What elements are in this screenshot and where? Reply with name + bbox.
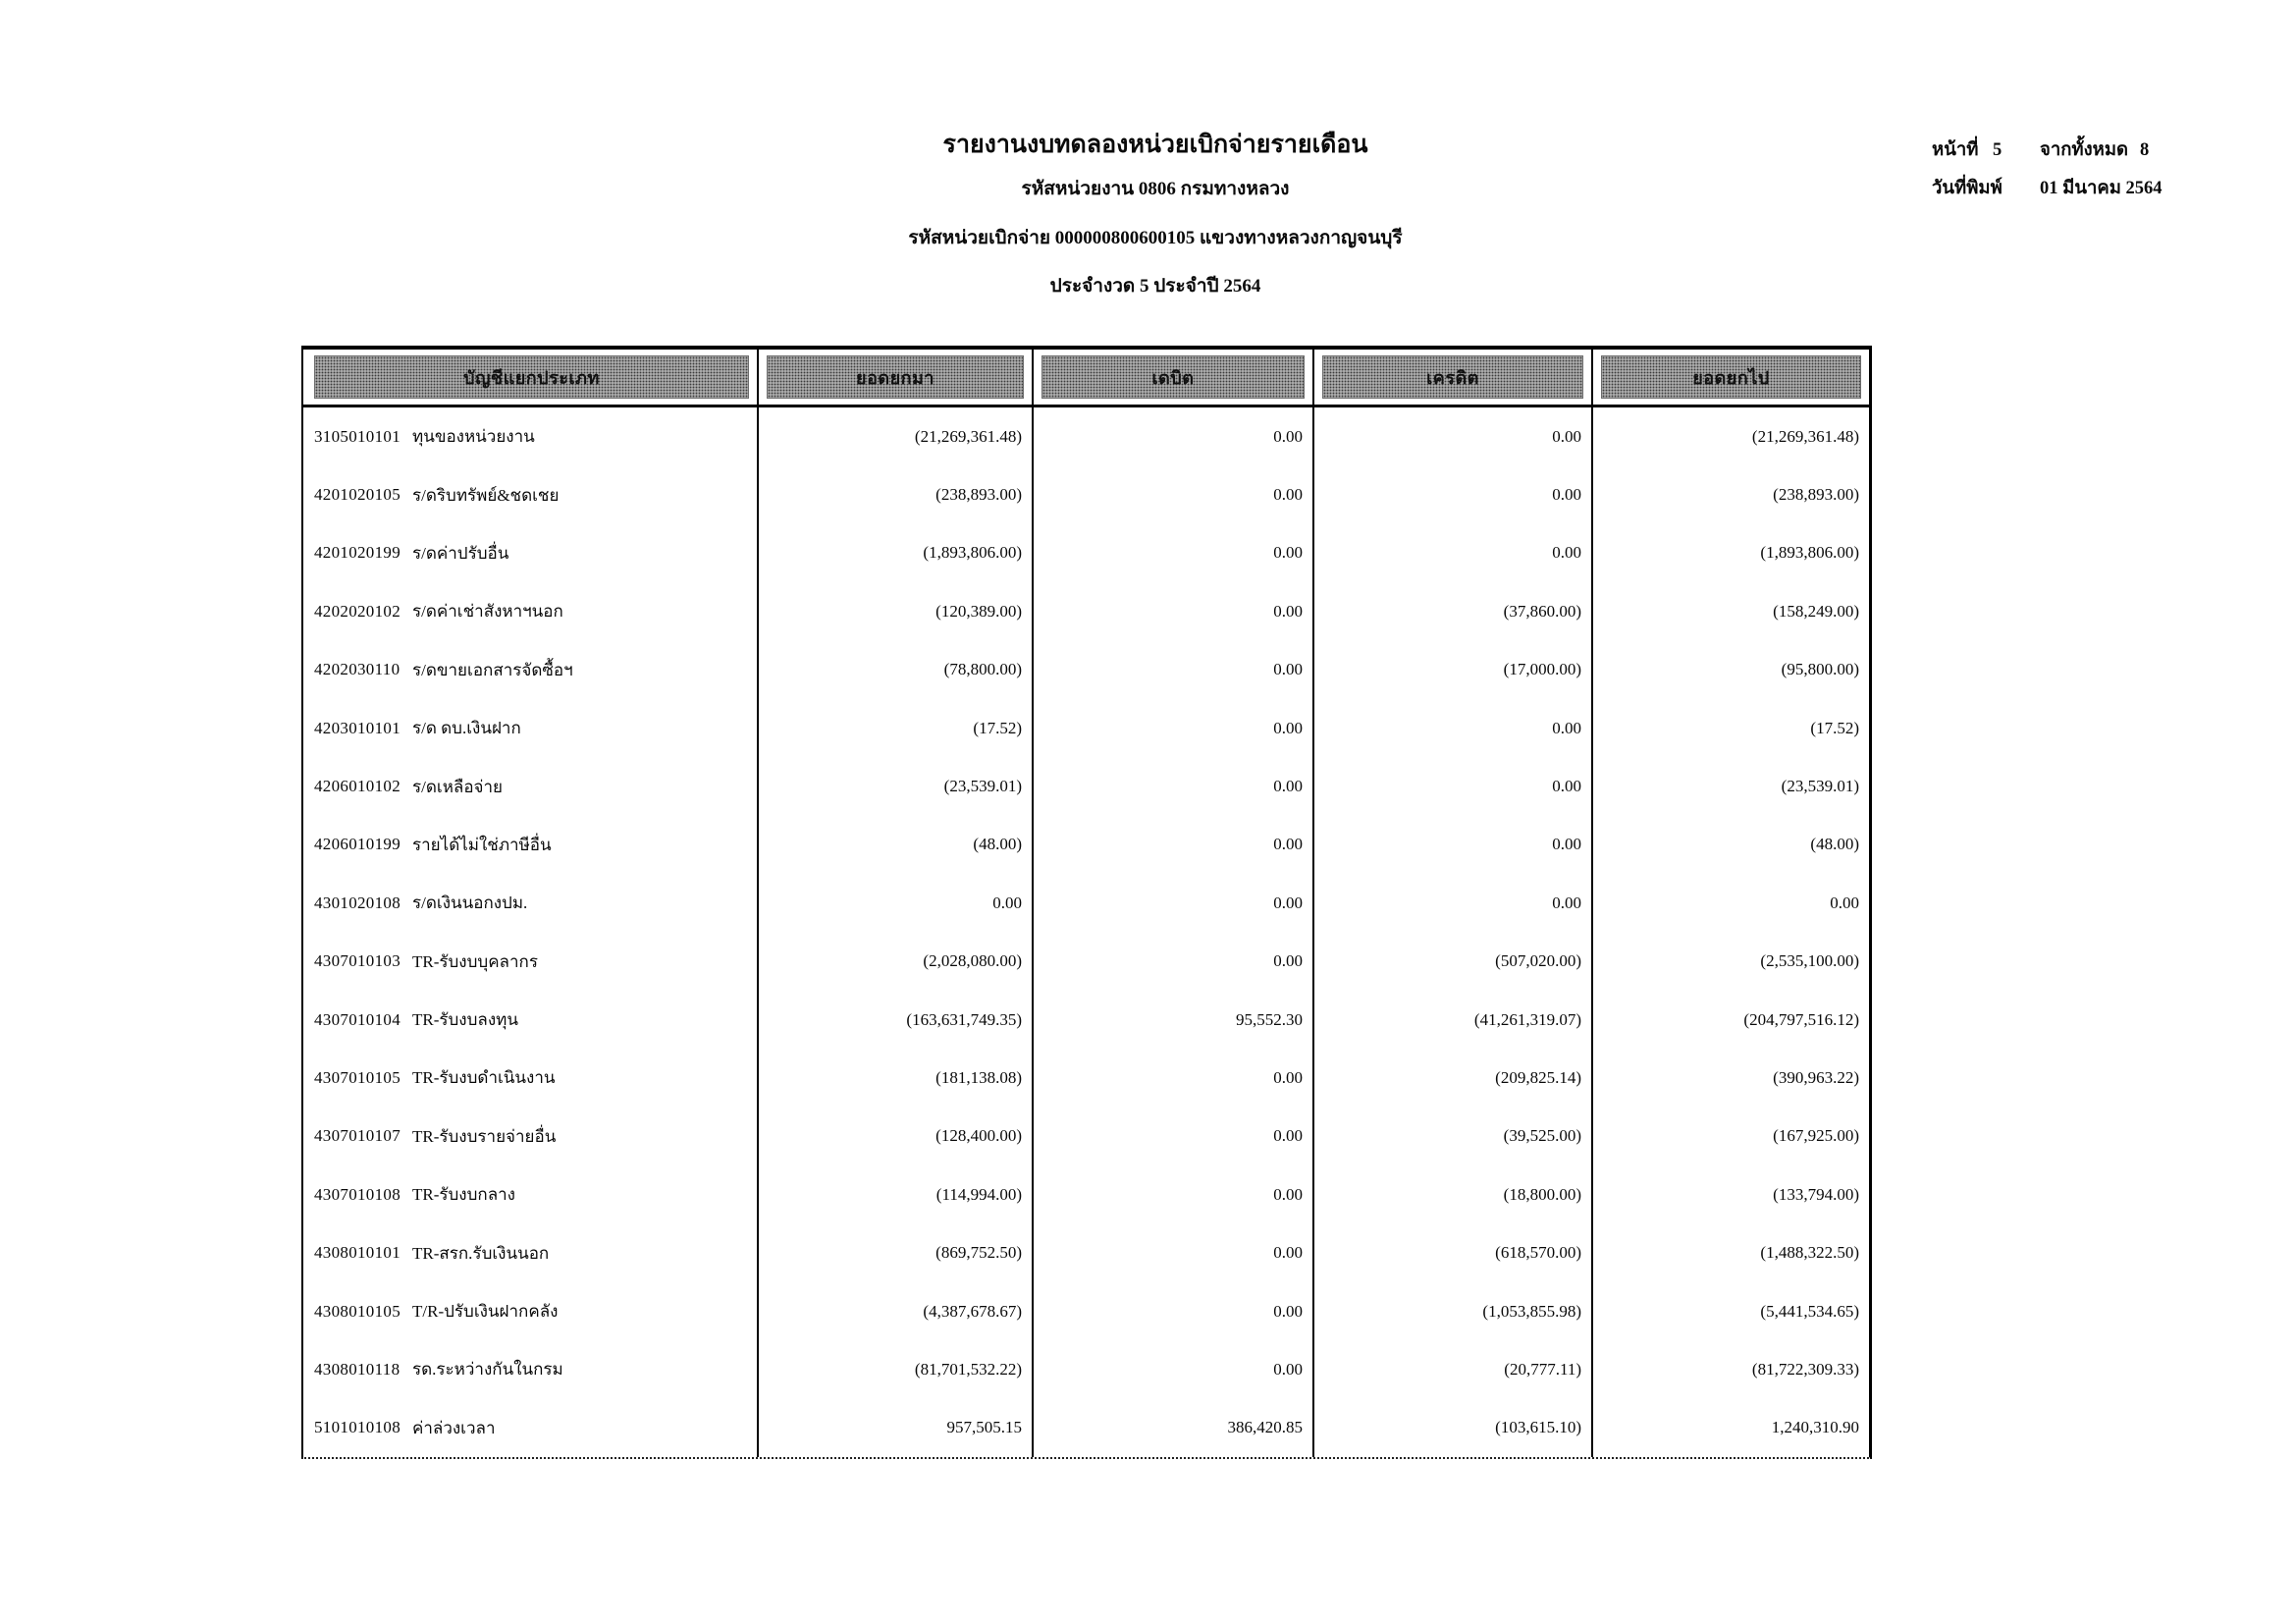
cell-credit: (103,615.10) [1314,1399,1593,1457]
account-name: ร/ดค่าปรับอื่น [412,543,509,563]
account-code: 4307010105 [314,1067,400,1087]
account-code: 3105010101 [314,426,400,446]
account-code: 4206010199 [314,835,400,854]
cell-carry-to: (238,893.00) [1773,485,1859,505]
cell-carry-to: (2,535,100.00) [1760,951,1859,971]
column-header-debit: เดบิต [1041,355,1305,399]
cell-debit: 95,552.30 [1034,991,1314,1049]
table-row [303,1340,1869,1398]
account-cell [303,1340,759,1398]
cell-carry-to: (133,794.00) [1773,1184,1859,1204]
cell-carry-to: (390,963.22) [1773,1067,1859,1087]
account-name: ร/ดเหลือจ่าย [412,777,504,796]
cell-debit: 0.00 [1034,874,1314,932]
cell-carry-forward: (869,752.50) [759,1223,1034,1281]
account-code: 5101010108 [314,1418,400,1437]
account-name: ร/ดขายเอกสารจัดซื้อฯ [412,660,573,679]
cell-carry-to: (158,249.00) [1773,601,1859,621]
account-name: TR-รับงบดำเนินงาน [412,1068,556,1088]
account-code: 4307010107 [314,1126,400,1146]
cell-carry-forward: (238,893.00) [759,465,1034,523]
cell-debit: 0.00 [1034,407,1314,465]
account-name: TR-รับงบลงทุน [412,1010,518,1030]
cell-debit: 0.00 [1034,582,1314,640]
cell-credit: (17,000.00) [1314,641,1593,699]
cell-carry-forward: (17.52) [759,699,1034,757]
cell-debit: 0.00 [1034,1340,1314,1398]
cell-carry-forward: (48.00) [759,816,1034,874]
page-number-value: 5 [1993,140,2002,160]
cell-carry-forward: (78,800.00) [759,641,1034,699]
cell-credit: (1,053,855.98) [1314,1282,1593,1340]
column-header-credit: เครดิต [1322,355,1583,399]
trial-balance-table [301,346,1872,1459]
cell-debit: 0.00 [1034,699,1314,757]
cell-credit: (18,800.00) [1314,1165,1593,1223]
column-header-carry-to: ยอดยกไป [1601,355,1861,399]
cell-debit: 0.00 [1034,1223,1314,1281]
account-name: TR-รับงบบุคลากร [412,951,538,971]
account-code: 4201020105 [314,485,400,505]
account-code: 4308010105 [314,1301,400,1321]
account-cell [303,1399,759,1457]
cell-carry-forward: 0.00 [759,874,1034,932]
cell-debit: 0.00 [1034,816,1314,874]
cell-carry-forward: (4,387,678.67) [759,1282,1034,1340]
cell-carry-to: (1,893,806.00) [1760,543,1859,563]
account-cell [303,1223,759,1281]
cell-carry-to: (204,797,516.12) [1743,1009,1859,1029]
print-date-row [1932,174,2163,202]
cell-credit: (618,570.00) [1314,1223,1593,1281]
cell-credit: 0.00 [1314,699,1593,757]
account-cell [303,641,759,699]
account-name: TR-สรก.รับเงินนอก [412,1243,550,1263]
cell-carry-forward: (21,269,361.48) [759,407,1034,465]
account-name: TR-รับงบรายจ่ายอื่น [412,1126,557,1146]
cell-carry-to: (23,539.01) [1781,777,1859,796]
total-pages-value: 8 [2140,140,2150,160]
table-row [303,1108,1869,1165]
table-row [303,991,1869,1049]
cell-credit: (41,261,319.07) [1314,991,1593,1049]
table-body [303,407,1869,1457]
cell-debit: 0.00 [1034,641,1314,699]
cell-carry-forward: (2,028,080.00) [759,933,1034,991]
account-cell [303,465,759,523]
account-cell [303,874,759,932]
table-row [303,1223,1869,1281]
account-name: รด.ระหว่างกันในกรม [412,1360,563,1380]
table-row [303,407,1869,465]
cell-debit: 386,420.85 [1034,1399,1314,1457]
table-row [303,1049,1869,1107]
account-cell [303,757,759,815]
account-code: 4203010101 [314,718,400,737]
account-cell [303,991,759,1049]
column-header-account: บัญชีแยกประเภท [314,355,749,399]
cell-carry-to: (167,925.00) [1773,1126,1859,1146]
page-number-row [1932,135,2163,164]
account-code: 4308010101 [314,1243,400,1263]
report-header [301,132,2009,325]
account-name: ร/ด ดบ.เงินฝาก [412,719,521,738]
cell-credit: 0.00 [1314,816,1593,874]
cell-carry-forward: (120,389.00) [759,582,1034,640]
cell-credit: (209,825.14) [1314,1049,1593,1107]
column-header-carry-forward: ยอดยกมา [767,355,1024,399]
cell-carry-to: 1,240,310.90 [1771,1418,1859,1437]
cell-debit: 0.00 [1034,757,1314,815]
agency-code-line: รหัสหน่วยงาน 0806 กรมทางหลวง [1021,178,1290,199]
account-cell [303,816,759,874]
print-date-label: วันที่พิมพ์ [1932,179,2002,198]
account-code: 4307010104 [314,1009,400,1029]
table-row [303,641,1869,699]
disbursement-unit-line: รหัสหน่วยเบิกจ่าย 000000800600105 แขวงทางหลวงกาญจนบุรี [908,227,1403,248]
account-code: 4202020102 [314,601,400,621]
table-row [303,816,1869,874]
page-number-label: หน้าที่ [1932,140,1979,160]
cell-credit: 0.00 [1314,757,1593,815]
account-name: ทุนของหน่วยงาน [412,427,535,447]
print-date-value: 01 มีนาคม 2564 [2040,179,2163,198]
account-code: 4301020108 [314,893,400,912]
cell-carry-forward: 957,505.15 [759,1399,1034,1457]
table-header-row [303,346,1869,407]
account-code: 4307010108 [314,1184,400,1204]
cell-credit: 0.00 [1314,407,1593,465]
table-row [303,524,1869,582]
table-row [303,757,1869,815]
cell-carry-to: (17.52) [1810,718,1859,737]
account-cell [303,1049,759,1107]
table-row [303,582,1869,640]
table-row [303,1399,1869,1457]
account-name: ร/ดค่าเช่าสังหาฯนอก [412,602,563,622]
cell-carry-to: (5,441,534.65) [1760,1301,1859,1321]
cell-credit: 0.00 [1314,874,1593,932]
account-name: ร/ดเงินนอกงปม. [412,893,528,913]
report-title: รายงานงบทดลองหน่วยเบิกจ่ายรายเดือน [942,132,1368,158]
cell-carry-to: (1,488,322.50) [1760,1243,1859,1263]
cell-carry-forward: (163,631,749.35) [759,991,1034,1049]
cell-debit: 0.00 [1034,524,1314,582]
cell-debit: 0.00 [1034,1049,1314,1107]
account-cell [303,524,759,582]
account-cell [303,407,759,465]
account-code: 4307010103 [314,951,400,971]
table-row [303,933,1869,991]
cell-carry-to: (95,800.00) [1781,660,1859,679]
account-cell [303,933,759,991]
account-cell [303,582,759,640]
account-name: ร/ดริบทรัพย์&ชดเชย [412,485,560,505]
account-cell [303,1282,759,1340]
cell-credit: 0.00 [1314,524,1593,582]
table-row [303,1165,1869,1223]
page-info [1932,135,2163,212]
cell-carry-forward: (114,994.00) [759,1165,1034,1223]
cell-debit: 0.00 [1034,1165,1314,1223]
account-name: รายได้ไม่ใช่ภาษีอื่น [412,835,552,854]
cell-carry-forward: (81,701,532.22) [759,1340,1034,1398]
cell-carry-forward: (1,893,806.00) [759,524,1034,582]
cell-debit: 0.00 [1034,465,1314,523]
cell-credit: (39,525.00) [1314,1108,1593,1165]
account-code: 4202030110 [314,660,400,679]
period-line: ประจำงวด 5 ประจำปี 2564 [1049,276,1261,298]
account-code: 4201020199 [314,543,400,563]
table-row [303,874,1869,932]
cell-debit: 0.00 [1034,1282,1314,1340]
cell-carry-to: (81,722,309.33) [1751,1359,1859,1379]
cell-carry-forward: (128,400.00) [759,1108,1034,1165]
account-cell [303,1165,759,1223]
cell-credit: 0.00 [1314,465,1593,523]
cell-carry-to: (21,269,361.48) [1751,426,1859,446]
table-row [303,1282,1869,1340]
cell-debit: 0.00 [1034,933,1314,991]
account-name: TR-รับงบกลาง [412,1185,515,1205]
account-code: 4206010102 [314,777,400,796]
cell-carry-forward: (23,539.01) [759,757,1034,815]
account-cell [303,699,759,757]
total-pages-label: จากทั้งหมด [2040,140,2129,160]
cell-credit: (507,020.00) [1314,933,1593,991]
account-name: T/R-ปรับเงินฝากคลัง [412,1302,559,1322]
cell-debit: 0.00 [1034,1108,1314,1165]
cell-credit: (20,777.11) [1314,1340,1593,1398]
cell-carry-to: (48.00) [1810,835,1859,854]
table-row [303,699,1869,757]
cell-carry-forward: (181,138.08) [759,1049,1034,1107]
cell-credit: (37,860.00) [1314,582,1593,640]
account-cell [303,1108,759,1165]
cell-carry-to: 0.00 [1830,893,1859,912]
account-code: 4308010118 [314,1359,400,1379]
account-name: ค่าล่วงเวลา [412,1418,496,1437]
table-row [303,465,1869,523]
